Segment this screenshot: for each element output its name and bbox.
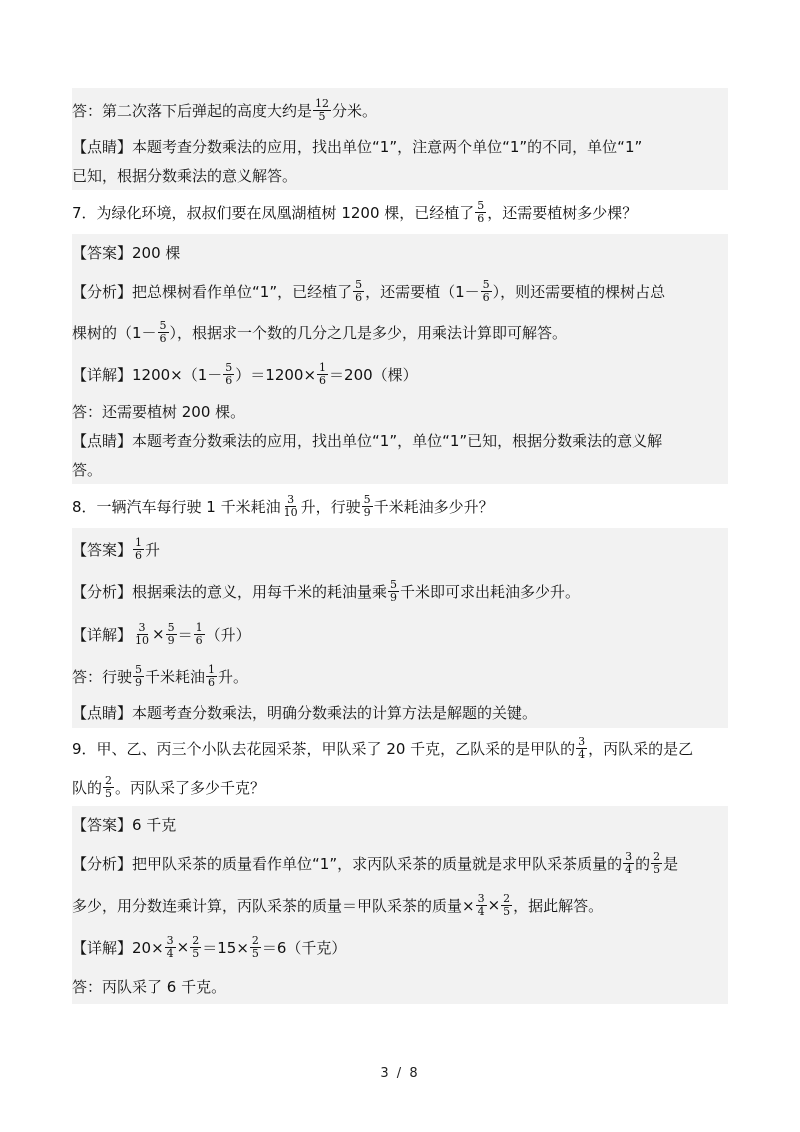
text-run: 【详解】20× xyxy=(72,938,164,957)
fraction xyxy=(250,935,261,959)
text-run: 8．一辆汽车每行驶 1 千米耗油 xyxy=(72,497,281,516)
text-run: 已知，根据分数乘法的意义解答。 xyxy=(72,166,298,185)
fraction xyxy=(576,736,587,760)
solution-line xyxy=(72,926,728,968)
fraction xyxy=(362,494,373,518)
fraction xyxy=(190,935,201,959)
fraction xyxy=(133,664,144,688)
solution-line xyxy=(72,570,728,612)
fraction xyxy=(158,320,169,344)
fraction-numerator: 1 xyxy=(319,360,327,374)
text-run: ，丙队采的是乙 xyxy=(588,739,694,758)
fraction-denominator: 6 xyxy=(482,290,490,304)
fraction xyxy=(353,279,364,303)
solution-line xyxy=(72,234,728,270)
fraction-numerator: 3 xyxy=(166,933,174,947)
fraction xyxy=(475,200,486,224)
text-run: ）＝1200× xyxy=(235,365,317,384)
text-run: ＝200（棵） xyxy=(329,365,418,384)
fraction-denominator: 9 xyxy=(167,633,175,647)
text-run: 的 xyxy=(635,854,651,873)
text-run: ＝15× xyxy=(202,938,249,957)
fraction-denominator: 9 xyxy=(390,590,398,604)
text-run: 答：丙队采了 6 千克。 xyxy=(72,977,227,996)
text-run: （升） xyxy=(205,625,251,644)
page-number: 3 / 8 xyxy=(380,1066,420,1081)
fraction-denominator: 6 xyxy=(195,633,203,647)
fraction-numerator: 3 xyxy=(477,891,485,905)
fraction-denominator: 5 xyxy=(653,862,661,876)
solution-line xyxy=(72,396,728,426)
question-line xyxy=(72,728,728,768)
text-run: 【点睛】本题考查分数乘法的应用，找出单位“1”，单位“1”已知，根据分数乘法的意义解 xyxy=(72,431,663,450)
fraction xyxy=(501,893,512,917)
fraction-numerator: 1 xyxy=(208,662,216,676)
solution-line xyxy=(72,968,728,1004)
text-run: × xyxy=(487,896,501,914)
text-run: 升 xyxy=(145,540,161,559)
solution-line xyxy=(72,528,728,570)
solution-line xyxy=(72,352,728,396)
text-run: 千米耗油多少升？ xyxy=(373,497,494,516)
solution-line xyxy=(72,454,728,484)
text-run: 是 xyxy=(663,854,679,873)
fraction-numerator: 5 xyxy=(390,577,398,591)
text-run: 棵树的（1－ xyxy=(72,323,157,342)
fraction-denominator: 6 xyxy=(355,290,363,304)
fraction-numerator: 3 xyxy=(287,492,295,506)
text-run: 【分析】把总棵树看作单位“1”，已经植了 xyxy=(72,282,353,301)
text-run: 升，行驶 xyxy=(300,497,361,516)
fraction-denominator: 6 xyxy=(319,373,327,387)
text-run: 。丙队采了多少千克？ xyxy=(115,778,266,797)
fraction xyxy=(165,935,176,959)
text-run: 9．甲、乙、丙三个小队去花园采茶，甲队采了 20 千克，乙队采的是甲队的 xyxy=(72,739,576,758)
fraction-denominator: 9 xyxy=(135,675,143,689)
solution-line xyxy=(72,426,728,454)
fraction-denominator: 6 xyxy=(208,675,216,689)
text-run: 【详解】1200×（1－ xyxy=(72,365,223,384)
text-run: 升。 xyxy=(218,667,249,686)
fraction-denominator: 6 xyxy=(159,331,167,345)
document-page xyxy=(72,88,728,1004)
fraction-numerator: 5 xyxy=(159,318,167,332)
solution-line xyxy=(72,160,728,190)
fraction xyxy=(206,664,217,688)
solution-line xyxy=(72,270,728,312)
fraction xyxy=(103,775,114,799)
text-run: 千米耗油 xyxy=(145,667,206,686)
text-run: ），根据求一个数的几分之几是多少，用乘法计算即可解答。 xyxy=(169,323,568,342)
fraction-numerator: 1 xyxy=(135,535,143,549)
fraction xyxy=(166,622,177,646)
text-run: 千米即可求出耗油多少升。 xyxy=(400,582,581,601)
fraction xyxy=(388,579,399,603)
fraction-numerator: 5 xyxy=(355,277,363,291)
fraction-denominator: 4 xyxy=(477,904,485,918)
fraction-numerator: 5 xyxy=(482,277,490,291)
text-run: 答：第二次落下后弹起的高度大约是 xyxy=(72,101,313,120)
fraction-numerator: 2 xyxy=(503,891,511,905)
text-run: ，据此解答。 xyxy=(513,896,604,915)
fraction-numerator: 2 xyxy=(192,933,200,947)
fraction xyxy=(133,537,144,561)
fraction-denominator: 6 xyxy=(225,373,233,387)
text-run: 【点睛】本题考查分数乘法的应用，找出单位“1”，注意两个单位“1”的不同，单位“1” xyxy=(72,137,643,156)
fraction-denominator: 5 xyxy=(192,946,200,960)
fraction-numerator: 1 xyxy=(195,620,203,634)
fraction-numerator: 3 xyxy=(138,620,146,634)
fraction-numerator: 12 xyxy=(315,96,330,110)
fraction-denominator: 5 xyxy=(251,946,259,960)
text-run: 答：还需要植树 200 棵。 xyxy=(72,402,246,421)
fraction-denominator: 5 xyxy=(105,786,113,800)
fraction xyxy=(317,362,328,386)
question-line xyxy=(72,768,728,806)
text-run: 多少，用分数连乘计算，丙队采茶的质量＝甲队采茶的质量× xyxy=(72,896,475,915)
text-run: 【点睛】本题考查分数乘法，明确分数乘法的计算方法是解题的关键。 xyxy=(72,703,538,722)
fraction-denominator: 4 xyxy=(166,946,174,960)
fraction-denominator: 6 xyxy=(135,548,143,562)
fraction-numerator: 5 xyxy=(225,360,233,374)
text-run: ＝ xyxy=(177,625,193,644)
text-run: 答。 xyxy=(72,460,103,479)
text-run: 【答案】200 棵 xyxy=(72,243,181,262)
fraction-denominator: 10 xyxy=(283,505,298,519)
fraction-numerator: 2 xyxy=(653,849,661,863)
fraction-denominator: 10 xyxy=(135,633,150,647)
text-run: 【答案】 xyxy=(72,540,133,559)
fraction xyxy=(651,851,662,875)
question-line xyxy=(72,484,728,528)
text-run: 【分析】把甲队采茶的质量看作单位“1”，求丙队采茶的质量就是求甲队采茶质量的 xyxy=(72,854,623,873)
fraction xyxy=(133,622,151,646)
text-run: 分米。 xyxy=(332,101,378,120)
text-run: ，还需要植树多少棵？ xyxy=(487,203,638,222)
text-run: 答：行驶 xyxy=(72,667,133,686)
fraction-numerator: 2 xyxy=(105,773,113,787)
text-run: 【详解】 xyxy=(72,625,133,644)
solution-line xyxy=(72,806,728,842)
fraction-denominator: 5 xyxy=(503,904,511,918)
solution-line xyxy=(72,884,728,926)
solution-line xyxy=(72,612,728,656)
solution-line xyxy=(72,842,728,884)
fraction-numerator: 5 xyxy=(167,620,175,634)
text-run: 【答案】6 千克 xyxy=(72,815,177,834)
fraction-denominator: 6 xyxy=(477,211,485,225)
question-line xyxy=(72,190,728,234)
fraction xyxy=(194,622,205,646)
solution-line xyxy=(72,132,728,160)
fraction-denominator: 4 xyxy=(578,747,586,761)
solution-line xyxy=(72,88,728,132)
text-run: 7．为绿化环境，叔叔们要在凤凰湖植树 1200 棵，已经植了 xyxy=(72,203,475,222)
fraction xyxy=(223,362,234,386)
fraction-denominator: 9 xyxy=(363,505,371,519)
fraction-numerator: 5 xyxy=(477,198,485,212)
fraction-numerator: 5 xyxy=(363,492,371,506)
text-run: × xyxy=(152,625,165,643)
fraction-denominator: 4 xyxy=(625,862,633,876)
text-run: ＝6（千克） xyxy=(261,938,347,957)
solution-line xyxy=(72,312,728,352)
fraction-numerator: 5 xyxy=(135,662,143,676)
fraction-numerator: 2 xyxy=(251,933,259,947)
text-run: × xyxy=(176,938,190,956)
text-run: ，还需要植（1－ xyxy=(365,282,480,301)
text-run: 【分析】根据乘法的意义，用每千米的耗油量乘 xyxy=(72,582,388,601)
fraction xyxy=(282,494,300,518)
fraction xyxy=(623,851,634,875)
fraction xyxy=(481,279,492,303)
solution-line xyxy=(72,656,728,696)
fraction xyxy=(313,98,331,122)
fraction-denominator: 5 xyxy=(318,109,326,123)
fraction-numerator: 3 xyxy=(578,734,586,748)
solution-line xyxy=(72,696,728,728)
text-run: 队的 xyxy=(72,778,103,797)
text-run: ），则还需要植的棵树占总 xyxy=(492,282,666,301)
fraction xyxy=(476,893,487,917)
fraction-numerator: 3 xyxy=(625,849,633,863)
